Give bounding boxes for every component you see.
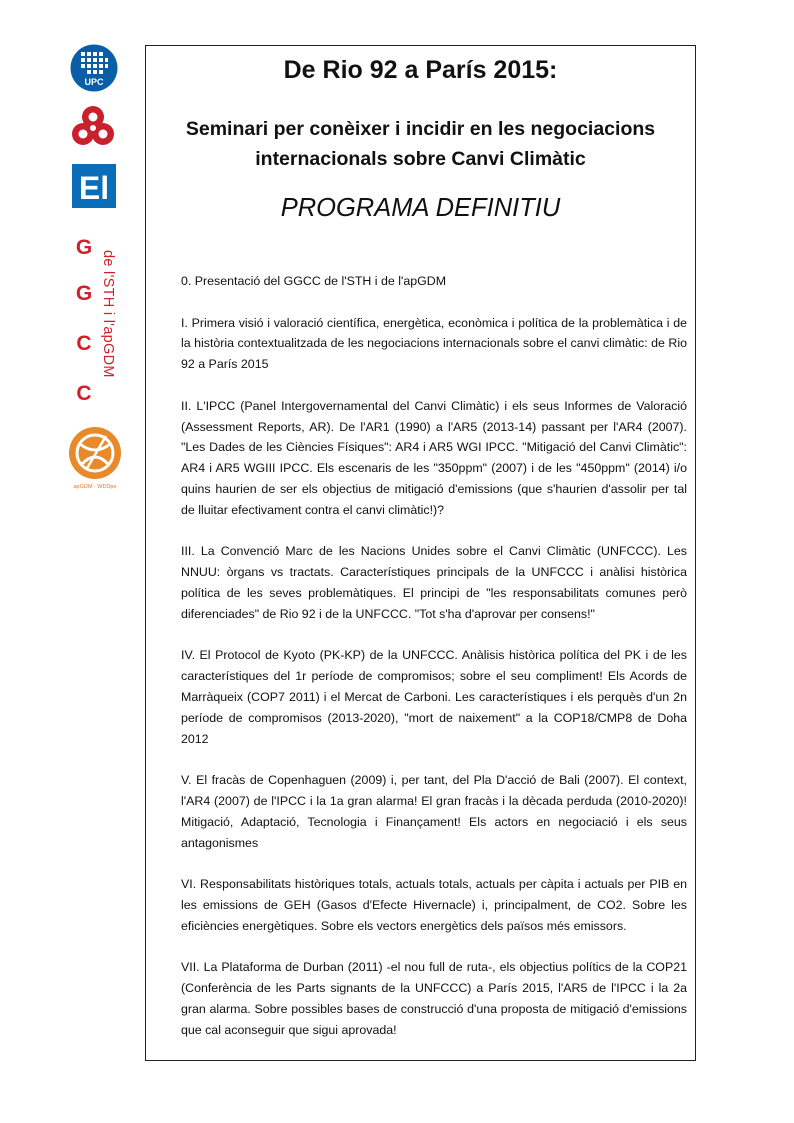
- page-title: De Rio 92 a París 2015:: [283, 56, 558, 84]
- svg-text:UPC: UPC: [84, 77, 104, 87]
- ggcc-letter: C: [76, 382, 92, 405]
- section-1: I. Primera visió i valoració científica, energètica, econòmica i política de la problemàtica i de la història contextualitzada de les negociacions internacionals sobre el canvi climàtic: de Rio 92 a París 2015: [181, 315, 687, 372]
- program-label: PROGRAMA DEFINITIU: [280, 194, 561, 222]
- section-6: VI. Responsabilitats històriques totals, actuals totals, actuals per càpita i actuals per PIB en les emissions de GEH (Gasos d'Efecte Hivernacle) i, principalment, de CO2. Sobre les eficiències energètiques. Sobre els vectors energètics dels països més emissors.: [181, 877, 687, 933]
- subtitle-line: Seminari per conèixer i incidir en les negociacions: [185, 118, 656, 140]
- trefoil-logo: [70, 103, 116, 149]
- svg-text:El: El: [78, 170, 110, 206]
- section-3: III. La Convenció Marc de les Nacions Unides sobre el Canvi Climàtic (UNFCCC). Les NNUU: òrgans vs tractats. Característiques principals de la UNFCCC i anàlisi històrica política de les seves problemàtiques. El principi de "les responsabilitats comunes però diferenciades" de Rio 92 i de la UNFCCC. "Tot s'ha d'aprovar per consens!": [181, 544, 687, 621]
- program-sections: [181, 271, 687, 1061]
- section-4: IV. El Protocol de Kyoto (PK-KP) de la UNFCCC. Anàlisis històrica política del PK i de les característiques del 1r període de compromisos; sobre el seu compliment! Els Acords de Marràqueix (COP7 2011) i el Mercat de Carboni. Les característiques i els perquès d'un 2n període de compromisos (2013-2020), "mort de naixement" a la COP18/CMP8 de Doha 2012: [181, 648, 687, 746]
- subtitle-line: internacionals sobre Canvi Climàtic: [255, 148, 586, 170]
- ggcc-letter: G: [75, 282, 93, 305]
- apgdm-logo: [68, 426, 122, 480]
- upc-logo: [70, 44, 118, 92]
- ggcc-letter: G: [75, 236, 93, 259]
- section-5: V. El fracàs de Copenhaguen (2009) i, per tant, del Pla D'acció de Bali (2007). El context, l'AR4 (2007) de l'IPCC i la 1a gran alarma! El gran fracàs i la dècada perduda (2010-2020)! Mitigació, Adaptació, Tecnologia i Finançament! Els actors en negociació i els seus antagonismes: [181, 773, 687, 850]
- section-2: II. L'IPCC (Panel Intergovernamental del Canvi Climàtic) i els seus Informes de Valoració (Assessment Reports, AR). De l'AR1 (1990) a l'AR5 (2013-14) passant per l'AR4 (2007). "Les Dades de les Ciències Físiques": AR4 i AR5 WGI IPCC. "Mitigació del Canvi Climàtic": AR4 i AR5 WGIII IPCC. Els escenaris de les "350ppm" (2007) i de les "450ppm" (2014) i/o quins haurien de ser els objectius de mitigació d'emissions (que s'haurien d'assolir per tal de lluitar efectivament contra el canvi climàtic!)?: [181, 398, 687, 517]
- ggcc-letter: C: [76, 332, 92, 355]
- ggcc-subtitle: de l'STH i l'apGDM: [100, 250, 116, 378]
- logo-sidebar: [60, 40, 130, 520]
- section-0: 0. Presentació del GGCC de l'STH i de l'apGDM: [181, 274, 447, 288]
- page-subtitle: [146, 114, 695, 174]
- section-7: VII. La Plataforma de Durban (2011) -el nou full de ruta-, els objectius polítics de la COP21 (Conferència de les Parts signants de la UNFCCC) a París 2015, l'AR5 de l'IPCC i la 2a gran alarma. Sobre possibles bases de construcció d'una proposta de mitigació d'emissions que cal aconseguir que sigui aprovada!: [181, 960, 687, 1037]
- program-frame: [145, 45, 696, 1061]
- el-logo: [72, 164, 116, 208]
- apgdm-caption: apGDM · WDDpe: [73, 484, 117, 490]
